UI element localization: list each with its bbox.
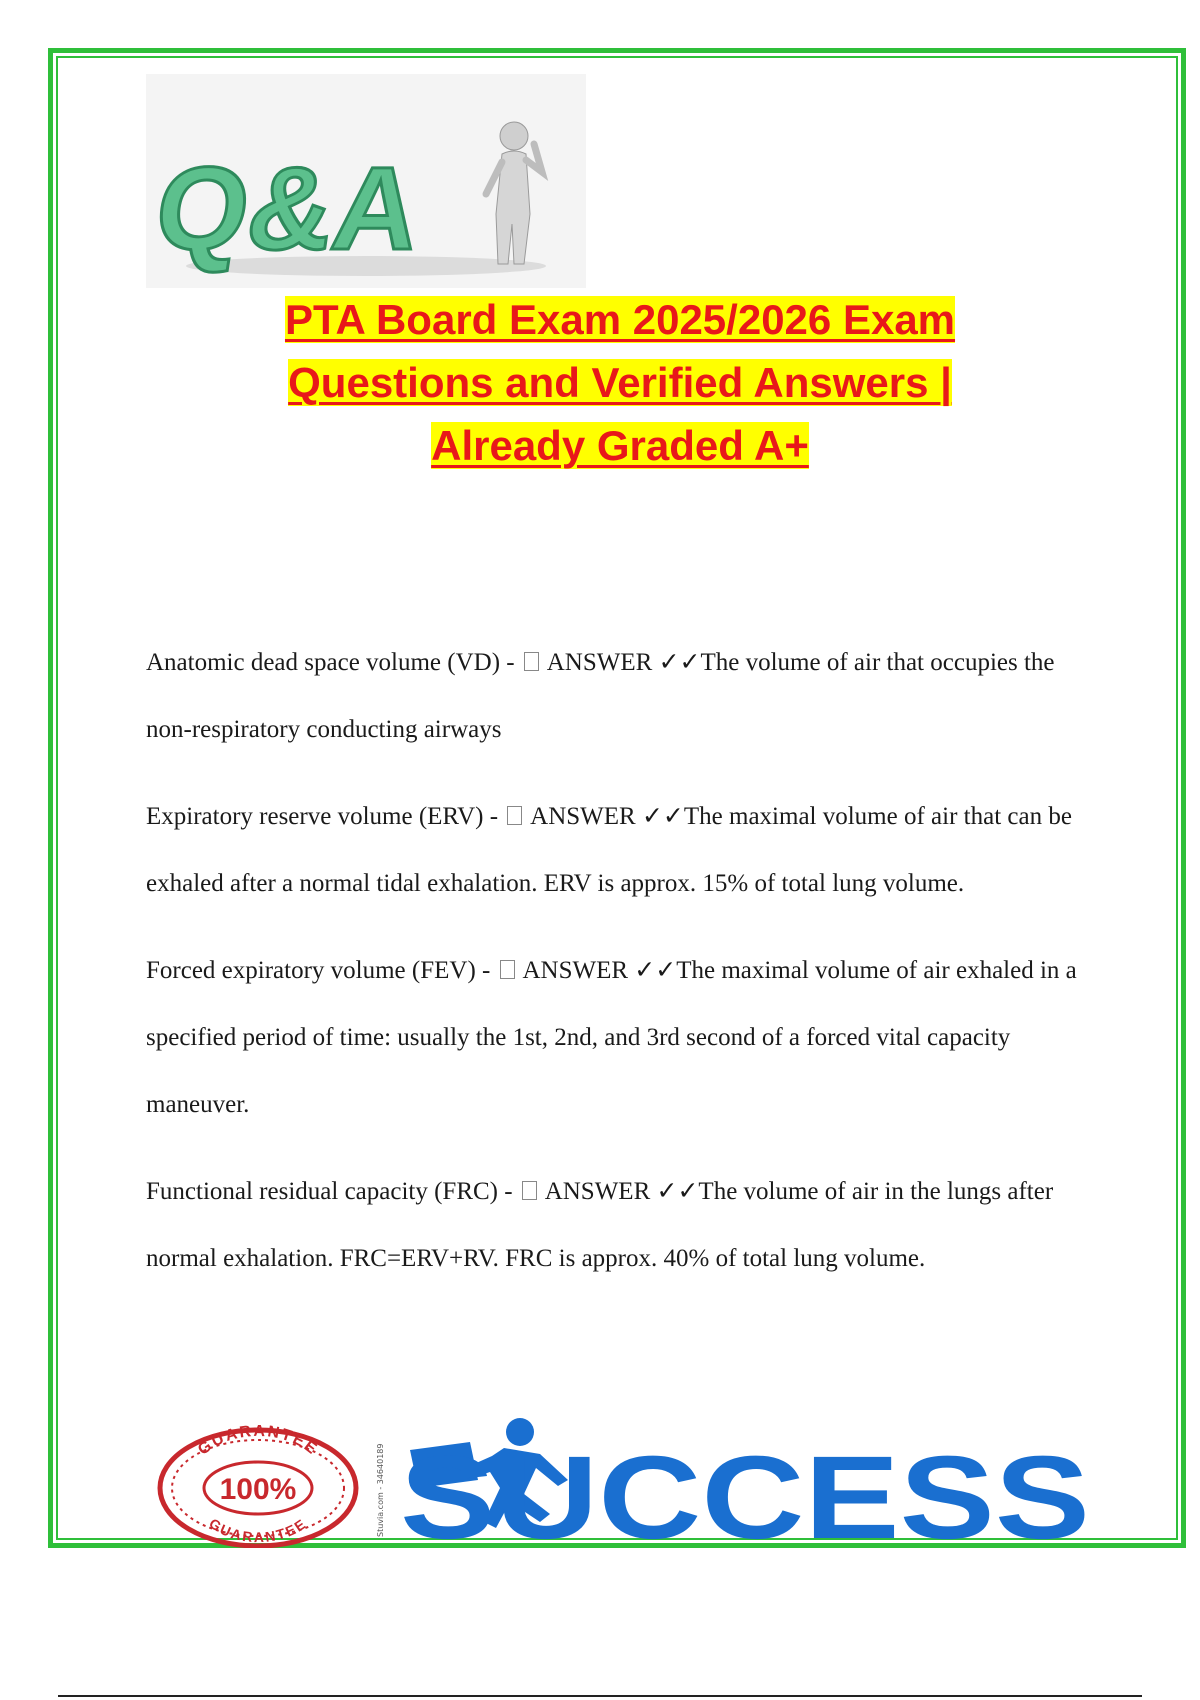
success-logo <box>400 1410 1090 1550</box>
check-marks-icon: ✓✓ <box>634 955 677 984</box>
watermark: Stuvia.com - 34640189 <box>376 1443 385 1537</box>
qa-item <box>146 936 1096 1138</box>
stamp-center-text: 100% <box>219 1473 297 1506</box>
qa-term: Functional residual capacity (FRC) - <box>146 1178 513 1205</box>
qa-item <box>146 1157 1096 1292</box>
stamp-bottom-text: GUARANTEE <box>206 1514 310 1546</box>
stamp-top-text: GUARANTEE <box>195 1422 322 1459</box>
checkbox-glyph-icon <box>524 652 539 671</box>
qa-answer: The maximal volume of air exhaled in a specified period of time: usually the 1st, 2nd, and 3rd second of a forced vital capacity maneuver. <box>146 957 1077 1118</box>
footer-rule <box>58 1695 1142 1697</box>
checkbox-glyph-icon <box>507 806 522 825</box>
qa-term: Forced expiratory volume (FEV) - <box>146 957 491 984</box>
qa-term: Expiratory reserve volume (ERV) - <box>146 803 499 830</box>
qa-logo <box>146 74 586 288</box>
qa-list <box>146 628 1096 1311</box>
qa-item <box>146 628 1096 763</box>
qa-item <box>146 782 1096 917</box>
qa-answer: The volume of air in the lungs after normal exhalation. FRC=ERV+RV. FRC is approx. 40% of total lung volume. <box>146 1178 1054 1272</box>
answer-marker: ANSWER <box>544 1178 651 1205</box>
svg-text:GUARANTEE <box>195 1423 321 1459</box>
qa-logo-text: Q&A <box>147 143 429 275</box>
title-line-1: PTA Board Exam 2025/2026 Exam <box>284 296 956 343</box>
check-marks-icon: ✓✓ <box>641 801 684 830</box>
answer-marker: ANSWER <box>530 803 636 830</box>
qa-term: Anatomic dead space volume (VD) - <box>146 649 515 676</box>
title-line-3: Already Graded A+ <box>431 422 809 469</box>
title-line-2: Questions and Verified Answers | <box>288 359 952 406</box>
guarantee-stamp <box>148 1418 368 1548</box>
page-title <box>180 288 1060 477</box>
check-marks-icon: ✓✓ <box>656 1176 699 1205</box>
check-marks-icon: ✓✓ <box>658 647 701 676</box>
answer-marker: ANSWER <box>546 649 653 676</box>
checkbox-glyph-icon <box>522 1181 537 1200</box>
answer-marker: ANSWER <box>522 957 629 984</box>
success-text: SUCCESS <box>400 1432 1090 1550</box>
checkbox-glyph-icon <box>500 960 515 979</box>
qa-answer: The volume of air that occupies the non-respiratory conducting airways <box>146 649 1055 743</box>
qa-answer: The maximal volume of air that can be exhaled after a normal tidal exhalation. ERV is approx. 15% of total lung volume. <box>146 803 1072 897</box>
